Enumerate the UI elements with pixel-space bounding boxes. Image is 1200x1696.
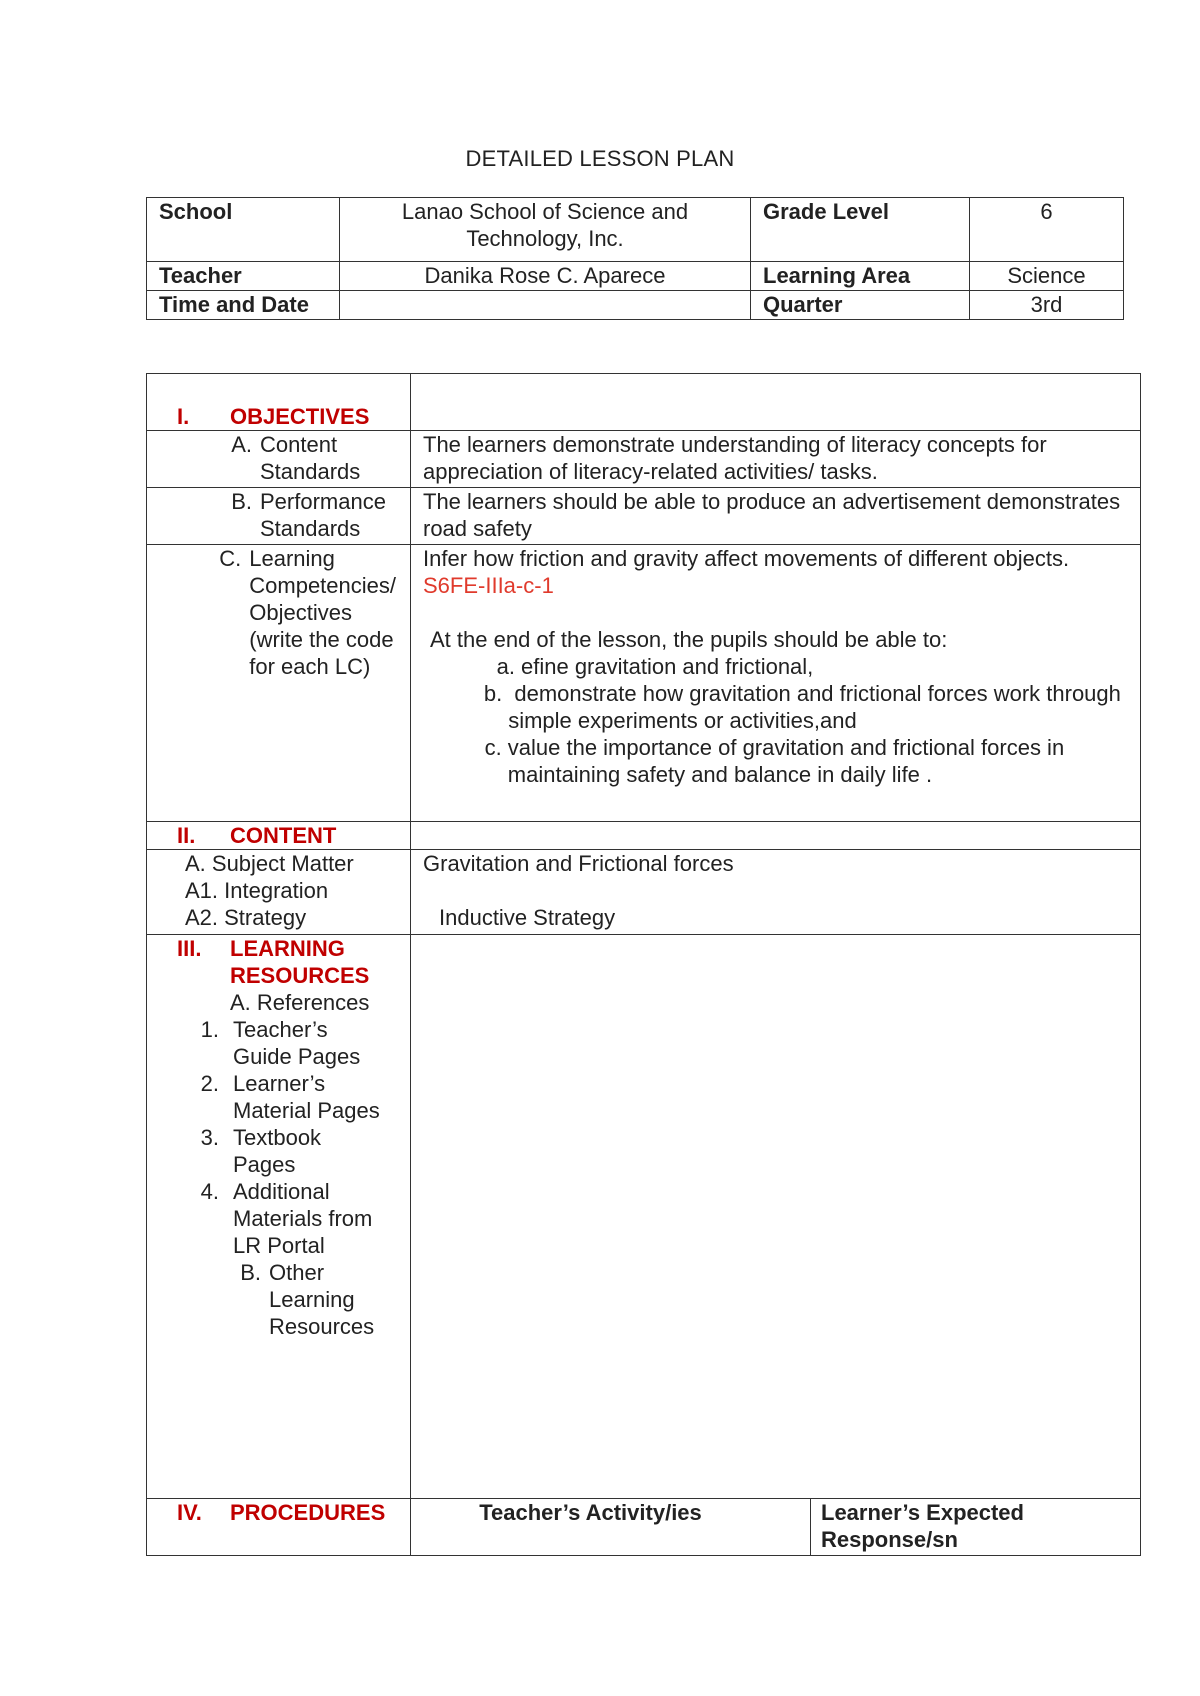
performance-standards-label: Performance Standards (260, 489, 386, 541)
grade-level-label: Grade Level (751, 198, 970, 262)
competency-code: S6FE-IIIa-c-1 (423, 573, 554, 598)
objectives-header-row (147, 374, 1141, 431)
teacher-activity-header: Teacher’s Activity/ies (411, 1499, 811, 1556)
performance-standards-row (147, 488, 1141, 545)
grade-level-value: 6 (970, 198, 1124, 262)
reference-item-number: 4. (200, 1179, 219, 1204)
content-standards-label: Content Standards (260, 432, 361, 484)
content-title: CONTENT (230, 823, 337, 848)
procedures-num: IV. (177, 1500, 202, 1525)
lesson-plan-table (146, 373, 1141, 1556)
objective-item (479, 734, 1132, 788)
subject-matter-text: Gravitation and Frictional forces (423, 851, 734, 876)
procedures-header-row (147, 1499, 1141, 1556)
resources-num: III. (177, 936, 202, 961)
content-header-row (147, 822, 1141, 850)
reference-item-number: 2. (200, 1071, 219, 1096)
references-list (147, 1016, 410, 1259)
other-resources-label: Other Learning Resources (269, 1260, 375, 1339)
integration-label: A1. Integration (185, 878, 329, 903)
objective-item-text: demonstrate how gravitation and frictional forces work through simple experiments or activities,and (508, 681, 1128, 733)
objective-item-letter: a. (496, 654, 515, 679)
reference-item-text: Learner’s Material Pages (233, 1071, 380, 1123)
reference-item-text: Textbook Pages (233, 1125, 322, 1177)
time-date-value (340, 291, 751, 320)
strategy-label: A2. Strategy (185, 905, 307, 930)
objective-item (479, 680, 1132, 734)
reference-item-text: Teacher’s Guide Pages (233, 1017, 361, 1069)
teacher-label: Teacher (147, 262, 340, 291)
learning-competencies-letter: C. (219, 546, 242, 571)
other-resources-letter: B. (240, 1260, 261, 1285)
reference-item (147, 1178, 410, 1259)
reference-item-number: 3. (200, 1125, 219, 1150)
subject-matter-row (147, 850, 1141, 935)
school-label: School (147, 198, 340, 262)
reference-item (147, 1070, 410, 1124)
reference-item (147, 1016, 410, 1070)
reference-item (147, 1124, 410, 1178)
resources-title: LEARNING RESOURCES (230, 936, 370, 988)
competency-text: Infer how friction and gravity affect movements of different objects. (423, 546, 1070, 571)
learning-competencies-row (147, 545, 1141, 822)
quarter-value: 3rd (970, 291, 1124, 320)
reference-item-text: Additional Materials from LR Portal (233, 1179, 373, 1258)
objective-item-letter: c. (484, 735, 502, 760)
time-date-label: Time and Date (147, 291, 340, 320)
performance-standards-letter: B. (231, 489, 252, 514)
objective-item-text: efine gravitation and frictional, (521, 654, 814, 679)
objectives-list (423, 653, 1132, 788)
objectives-intro: At the end of the lesson, the pupils should be able to: (430, 627, 948, 652)
objectives-heading (147, 403, 410, 430)
competency-statement (423, 545, 1132, 599)
objective-item (479, 653, 1132, 680)
performance-standards-text: The learners should be able to produce an advertisement demonstrates road safety (411, 488, 1141, 545)
content-heading (147, 822, 410, 849)
reference-item-number: 1. (200, 1017, 219, 1042)
objective-item-text: value the importance of gravitation and frictional forces in maintaining safety and balance in daily life . (507, 735, 1071, 787)
header-table (146, 197, 1124, 320)
procedures-title: PROCEDURES (230, 1500, 386, 1525)
learning-competencies-label: Learning Competencies/ Objectives (write the code for each LC) (249, 546, 397, 679)
objectives-num: I. (177, 404, 190, 429)
content-standards-row (147, 431, 1141, 488)
learning-area-value: Science (970, 262, 1124, 291)
content-standards-letter: A. (231, 432, 252, 457)
learning-resources-row (147, 935, 1141, 1499)
content-standards-text: The learners demonstrate understanding of literacy concepts for appreciation of literacy-related activities/ tasks. (411, 431, 1141, 488)
procedures-heading (147, 1499, 410, 1526)
references-label: A. References (230, 990, 370, 1015)
strategy-text: Inductive Strategy (439, 905, 616, 930)
school-value: Lanao School of Science and Technology, Inc. (340, 198, 751, 262)
document-title: DETAILED LESSON PLAN (465, 146, 735, 171)
objectives-title: OBJECTIVES (230, 404, 370, 429)
subject-matter-label: A. Subject Matter (185, 851, 354, 876)
objective-item-letter: b. (483, 681, 503, 706)
content-num: II. (177, 823, 196, 848)
quarter-label: Quarter (751, 291, 970, 320)
learning-area-label: Learning Area (751, 262, 970, 291)
resources-heading (147, 935, 410, 989)
learner-response-header: Learner’s Expected Response/sn (811, 1499, 1141, 1556)
teacher-value: Danika Rose C. Aparece (340, 262, 751, 291)
